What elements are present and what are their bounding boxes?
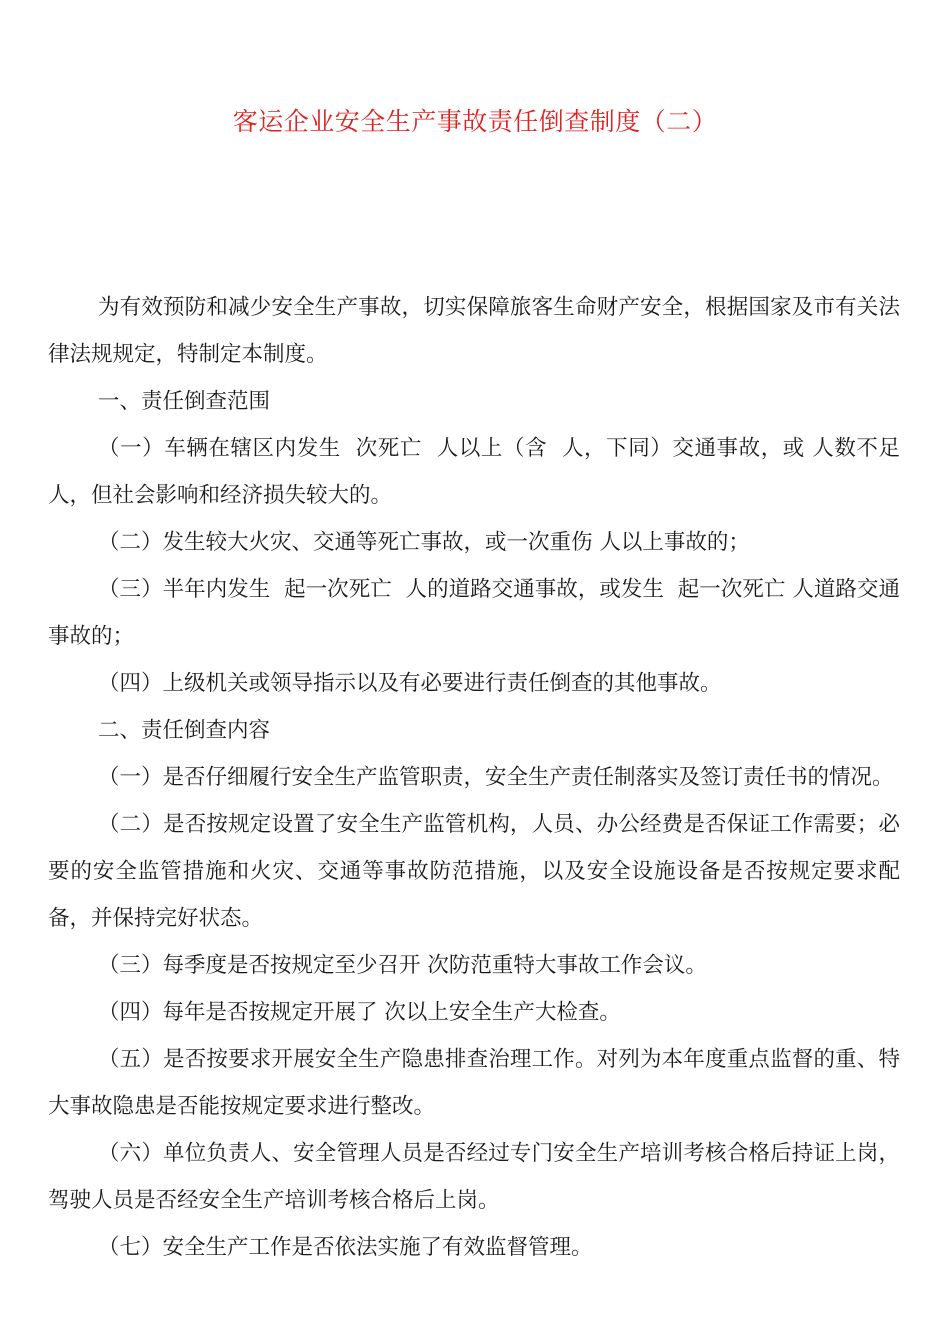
- content-item-1: （一）是否仔细履行安全生产监管职责，安全生产责任制落实及签订责任书的情况。: [98, 765, 894, 790]
- document-title: 客运企业安全生产事故责任倒查制度（二）: [232, 107, 718, 136]
- content-item-7: （七）安全生产工作是否依法实施了有效监督管理。: [98, 1235, 593, 1260]
- content-item-5: （五）是否按要求开展安全生产隐患排查治理工作。对列为本年度重点监督的重、特大事故隐患是否能按规定要求进行整改。: [48, 1047, 900, 1119]
- content-item-4: （四）每年是否按规定开展了 次以上安全生产大检查。: [98, 1000, 621, 1025]
- scope-item-3: （三）半年内发生 起一次死亡 人的道路交通事故，或发生 起一次死亡 人道路交通事故的；: [48, 577, 900, 649]
- section-heading-scope: 一、责任倒查范围: [98, 389, 271, 414]
- document-body: [48, 284, 907, 1271]
- scope-item-2: （二）发生较大火灾、交通等死亡事故，或一次重伤 人以上事故的；: [98, 530, 750, 555]
- scope-item-4: （四）上级机关或领导指示以及有必要进行责任倒查的其他事故。: [98, 671, 722, 696]
- content-item-3: （三）每季度是否按规定至少召开 次防范重特大事故工作会议。: [98, 953, 707, 978]
- content-item-6: （六）单位负责人、安全管理人员是否经过专门安全生产培训考核合格后持证上岗，驾驶人员是否经安全生产培训考核合格后上岗。: [48, 1141, 900, 1213]
- scope-item-1: （一）车辆在辖区内发生 次死亡 人以上（含 人，下同）交通事故，或 人数不足 人，但社会影响和经济损失较大的。: [48, 436, 907, 508]
- intro-paragraph: 为有效预防和减少安全生产事故，切实保障旅客生命财产安全，根据国家及市有关法律法规规定，特制定本制度。: [48, 295, 900, 367]
- section-heading-content: 二、责任倒查内容: [98, 718, 271, 743]
- content-item-2: （二）是否按规定设置了安全生产监管机构，人员、办公经费是否保证工作需要；必要的安全监管措施和火灾、交通等事故防范措施，以及安全设施设备是否按规定要求配备，并保持完好状态。: [48, 812, 900, 931]
